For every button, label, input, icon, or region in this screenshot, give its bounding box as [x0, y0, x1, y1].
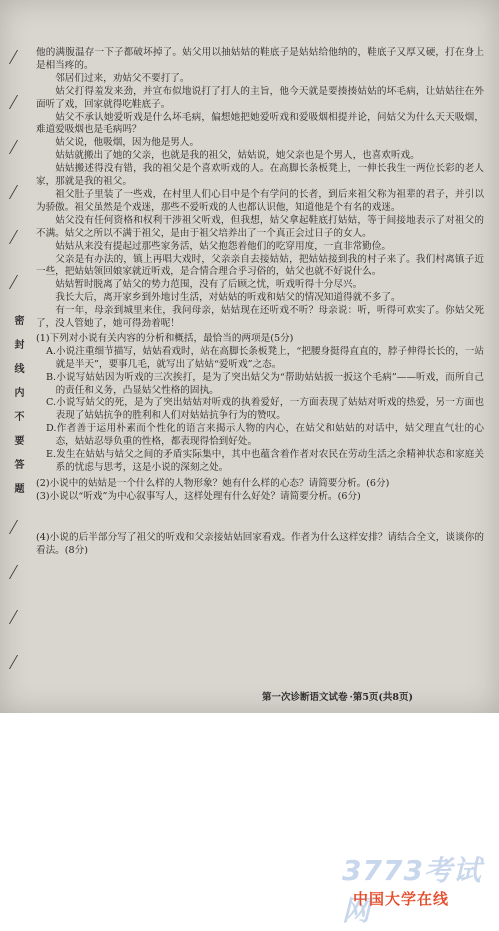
story-paragraph: 我长大后，离开家乡到外地讨生活，对姑姑的听戏和姑父的情况知道得就不多了。 — [55, 292, 401, 304]
seal-line-dash — [9, 655, 24, 669]
option-c: C.小说写姑父的死，是为了突出姑姑对听戏的执着爱好，一方面表现了姑姑对听戏的热爱，另一方面也表现了姑姑抗争的胜利和人们对姑姑抗争行为的赞叹。 — [46, 397, 484, 422]
question-1-stem: (1)下列对小说有关内容的分析和概括，最恰当的两项是(5分) — [36, 332, 294, 344]
story-paragraph: 姑父不承认她爱听戏是什么坏毛病，偏想她把她爱听戏和爱吸烟相提并论，问姑父为什么天天吸烟，难道爱吸烟也是毛病吗？ — [36, 111, 484, 136]
option-e: E.发生在姑姑与姑父之间的矛盾实际集中，其中也蕴含着作者对农民在劳动生活之余精神状态和家庭关系的忧虑与思考，这是小说的深刻之处。 — [46, 449, 484, 473]
option-d: D.作者善于运用朴素而个性化的语言来揭示人物的内心，在姑父和姑姑的对话中，姑父理直气壮的心态，姑姑忍辱负重的性格，都表现得恰到好处。 — [46, 423, 484, 448]
seal-line-dash — [9, 185, 24, 199]
story-paragraph: 邻居们过来，劝姑父不要打了。 — [55, 72, 190, 84]
page-body — [36, 47, 484, 558]
option-a: A.小说注重细节描写，姑姑看戏时，站在高脚长条板凳上，“把腰身挺得直直的，脖子伸得长长的，一站就是半天”，要事几毛，就写出了姑姑“爱听戏”之态。 — [46, 345, 484, 370]
story-paragraph: 姑姑暂时脱离了姑父的势力范围，没有了后顾之忧，听戏听得十分尽兴。 — [55, 279, 363, 291]
seal-line-dash — [9, 520, 24, 534]
story-paragraph: 祖父肚子里装了一些戏，在村里人们心目中是个有学问的长者，到后来祖父称为祖辈的君子，并引以为骄傲。祖父虽然是个戏迷，那些不爱听戏的人也都认识他，知道他是个有名的戏迷。 — [36, 188, 484, 213]
seal-line-dash — [9, 610, 24, 624]
story-paragraph: 姑姑就搬出了她的父亲，也就是我的祖父，姑姑说，她父亲也是个男人，也喜欢听戏。 — [55, 150, 420, 162]
story-paragraph: 姑父没有任何资格和权利干涉祖父听戏，但我想，姑父拿起鞋底打姑姑，等于间接地表示了对祖父的不满。姑父之所以不满于祖父，是由于祖父培养出了一个真正会过日子的女人。 — [36, 214, 484, 239]
question-1-options — [36, 346, 484, 475]
question-4: (4)小说的后半部分写了祖父的听戏和父亲接姑姑回家看戏。作者为什么这样安排？请结合全文，谈谈你的看法。(8分) — [36, 531, 484, 556]
story-paragraph: 他的满腹温存一下子都破坏掉了。姑父用以抽姑姑的鞋底子是姑姑给他纳的，鞋底子又厚又硬，打在身上是相当疼的。 — [36, 47, 484, 71]
question-2: (2)小说中的姑姑是一个什么样的人物形象？她有什么样的心态？请简要分析。(6分) — [36, 477, 390, 489]
story-paragraph: 姑父说，他吸烟，因为他是男人。 — [55, 137, 200, 149]
exam-name: 第一次诊断语文试卷 — [262, 692, 348, 703]
page-number: ·第5页(共8页) — [349, 692, 414, 703]
watermark-logo: 3773考试网 — [342, 854, 482, 927]
seal-line-dash — [9, 140, 24, 154]
seal-line-dash — [9, 565, 24, 579]
story-paragraph: 姑姑从来没有提起过那些家务活，姑父抱怨着他们的吃穿用度，一直非常勤俭。 — [55, 240, 391, 252]
watermark-caption: 中国大学在线 — [353, 890, 450, 908]
story-paragraph: 姑姑搬述得没有错，我的祖父是个喜欢听戏的人。在高脚长条板凳上，一伸长我生一两位长彩的老人家，那就是我的祖父。 — [36, 163, 484, 188]
story-paragraph: 有一年，母亲到城里来住，我问母亲，姑姑现在还听戏不听？母亲说：听，听得可欢实了。你姑父死了，没人管她了，她可得劲着呢！ — [36, 305, 484, 330]
seal-line-dash — [9, 275, 24, 289]
seal-line-dash — [9, 95, 24, 109]
page-footer — [262, 689, 415, 703]
binding-margin — [4, 40, 30, 700]
story-paragraph: 父亲是有办法的，镇上再唱大戏时，父亲亲自去接姑姑，把姑姑接到我的村子来了。我们村离镇子近一些，把姑姑领回娘家就近听戏，是合情合理合乎习俗的，姑父也就不好说什么。 — [36, 253, 484, 278]
question-section — [36, 333, 484, 558]
binding-warning-text: 密封线内不要答题 — [12, 315, 23, 507]
option-b: B.小说写姑姑因为听戏的三次挨打，是为了突出姑父为“帮助姑姑扳一扳这个毛病”——听戏，而所自己的责任和义务，凸显姑父性格的固执。 — [46, 371, 484, 396]
question-3: (3)小说以“听戏”为中心叙事写人，这样处理有什么好处？请简要分析。(6分) — [36, 490, 361, 502]
seal-line-dash — [9, 230, 24, 244]
seal-line-dash — [9, 50, 24, 64]
story-passage — [36, 47, 484, 331]
story-paragraph: 姑父打得羞发来劲，并宣布似地说打了打人的主旨，他今天就是要揍揍姑姑的坏毛病，让姑姑往在外面听了戏，回家就得吃鞋底子。 — [36, 85, 484, 110]
